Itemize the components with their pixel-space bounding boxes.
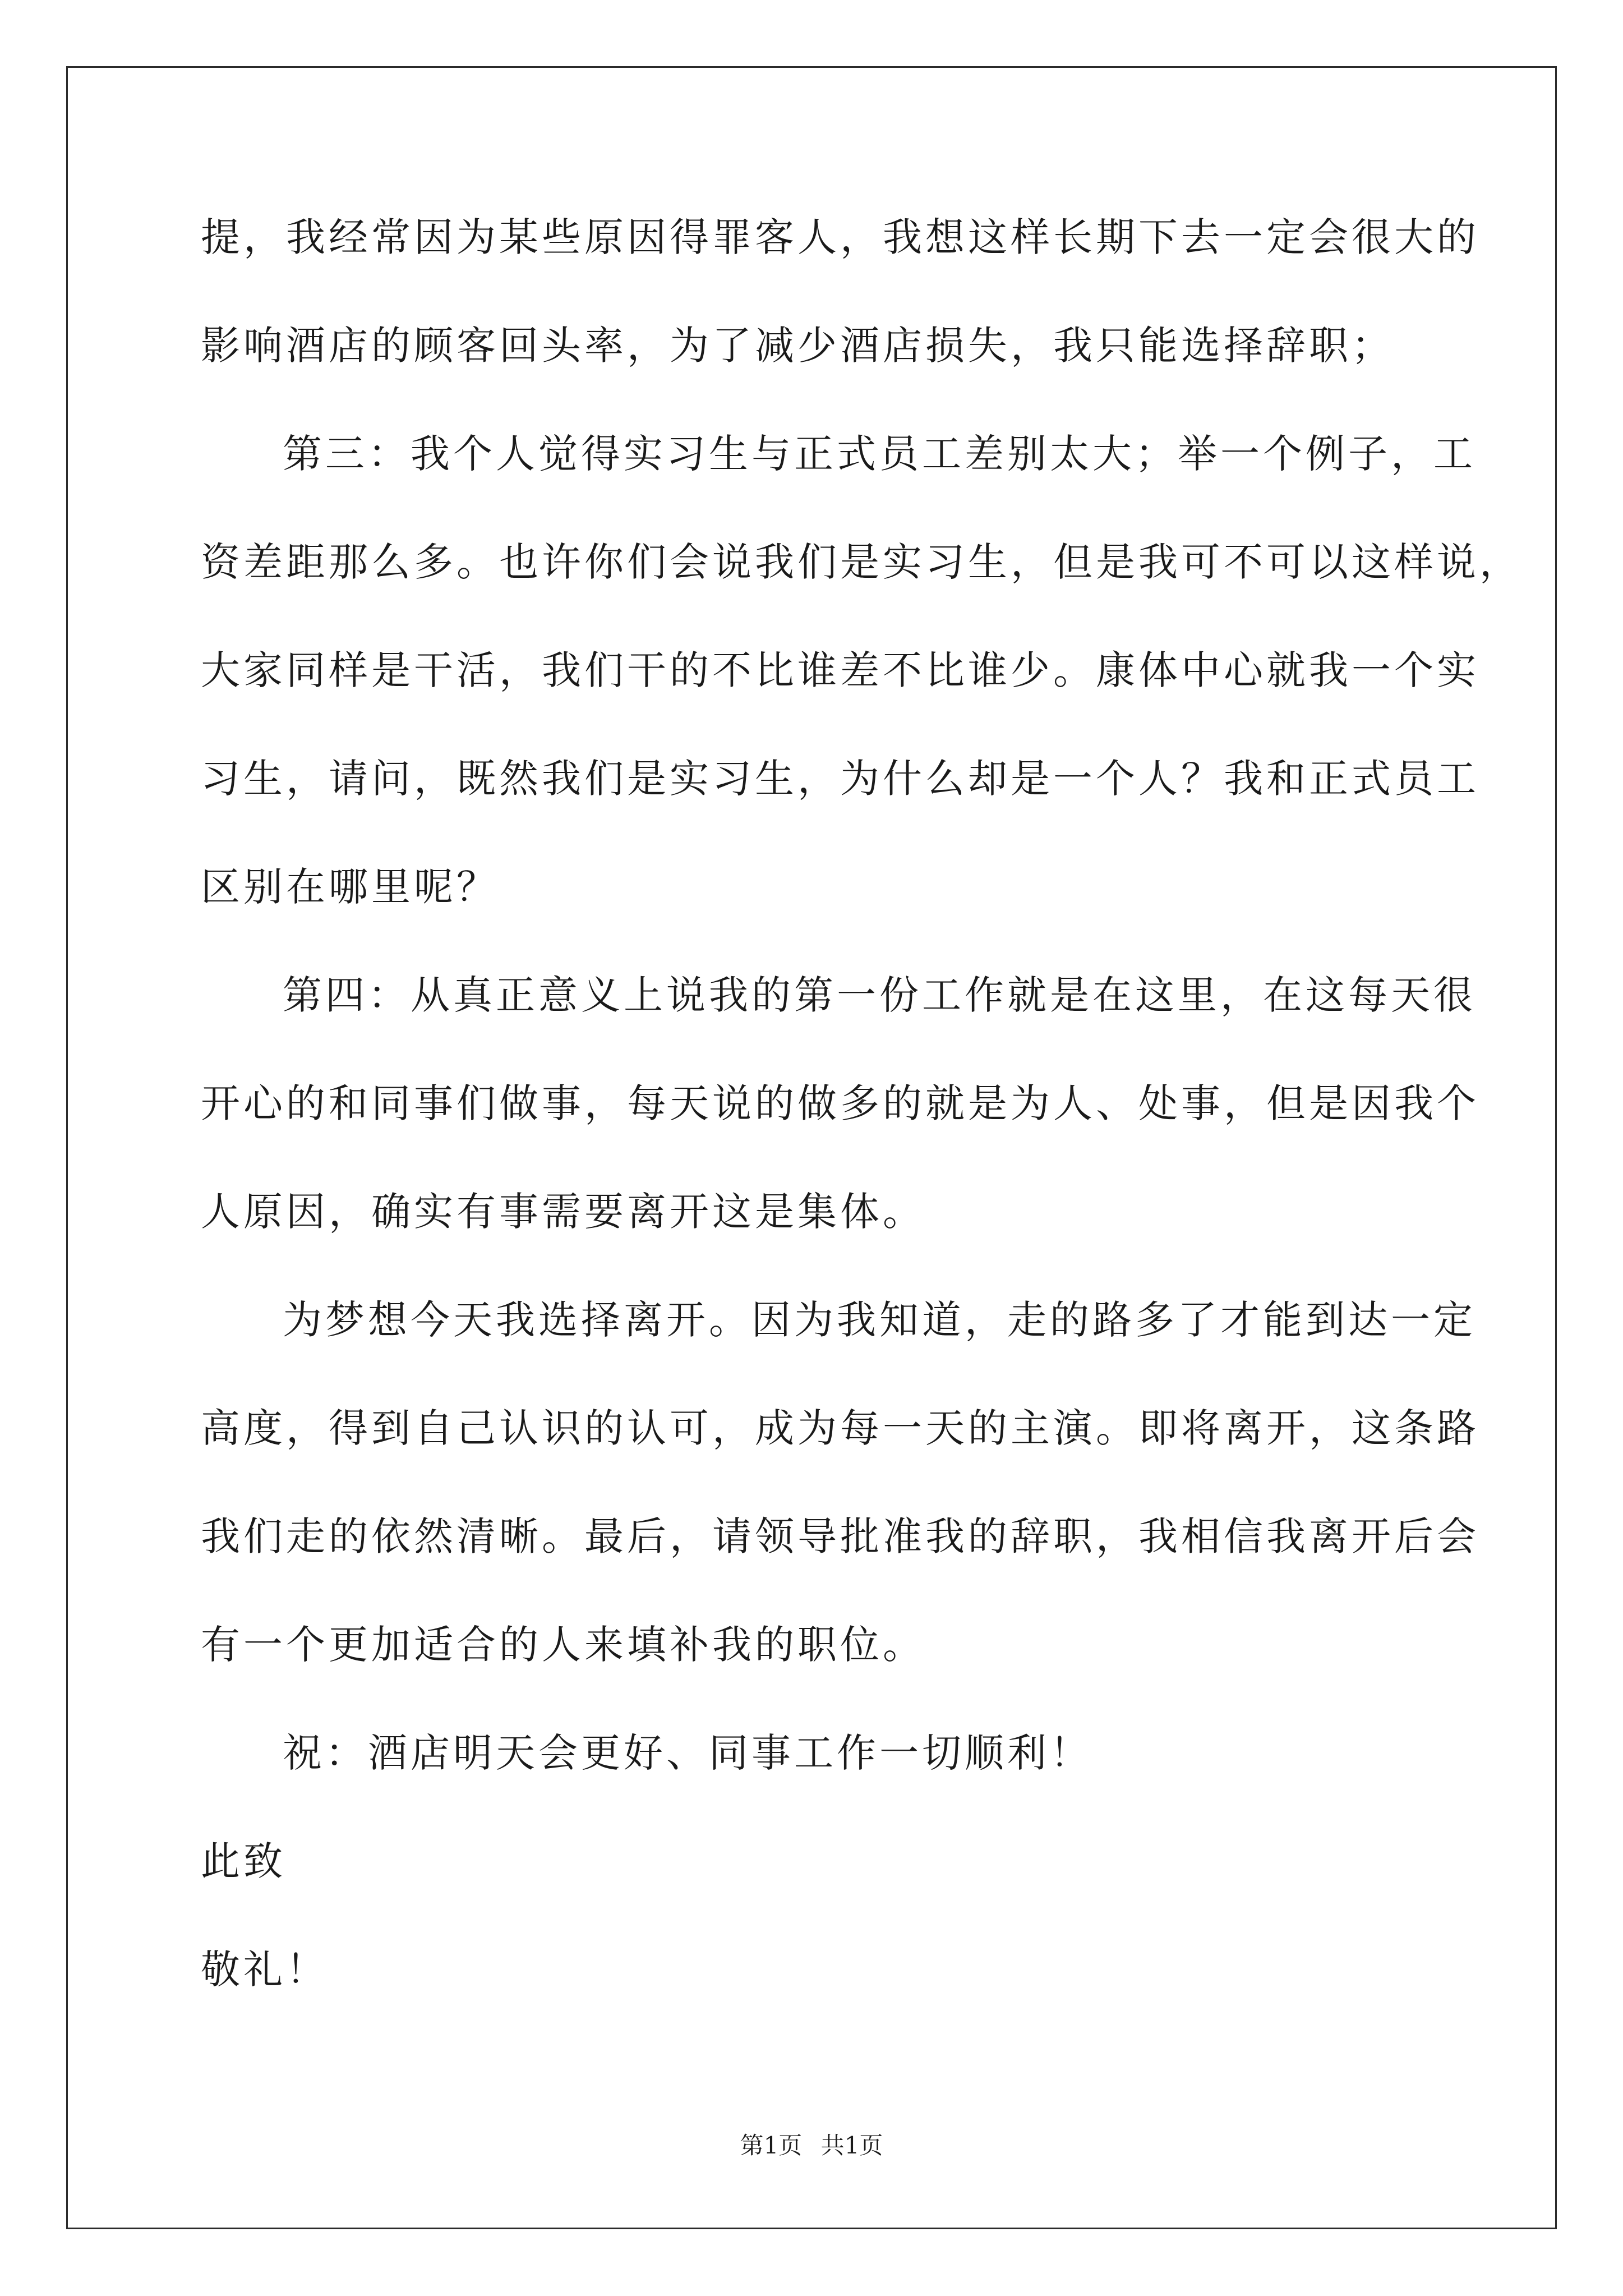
- text-line: 习生，请问，既然我们是实习生，为什么却是一个人？我和正式员工: [201, 756, 1479, 802]
- paragraph-fourth-point: 第四：从真正意义上说我的第一份工作就是在这里，在这每天很: [283, 972, 1476, 1018]
- text-line: 区别在哪里呢？: [201, 864, 499, 910]
- text-line: 有一个更加适合的人来填补我的职位。: [201, 1622, 925, 1668]
- text-line: 开心的和同事们做事，每天说的做多的就是为人、处事，但是因我个: [201, 1080, 1479, 1126]
- closing-salutation: 此致: [201, 1838, 286, 1884]
- paragraph-third-point: 第三：我个人觉得实习生与正式员工差别太大；举一个例子，工: [283, 431, 1476, 477]
- text-line: 提，我经常因为某些原因得罪客人，我想这样长期下去一定会很大的: [201, 214, 1479, 260]
- closing-respect: 敬礼！: [201, 1947, 329, 1993]
- text-line: 我们走的依然清晰。最后，请领导批准我的辞职，我相信我离开后会: [201, 1513, 1479, 1559]
- page-footer: [0, 2129, 1623, 2162]
- text-line: 资差距那么多。也许你们会说我们是实习生，但是我可不可以这样说，: [201, 539, 1522, 585]
- closing-wish: 祝：酒店明天会更好、同事工作一切顺利！: [283, 1730, 1092, 1776]
- page-border: [66, 66, 1557, 2229]
- text-line: 人原因，确实有事需要离开这是集体。: [201, 1189, 925, 1235]
- paragraph-dream: 为梦想今天我选择离开。因为我知道，走的路多了才能到达一定: [283, 1297, 1476, 1343]
- page-total: 共1页: [820, 2132, 883, 2159]
- page-number: 第1页: [740, 2132, 803, 2159]
- text-line: 高度，得到自己认识的认可，成为每一天的主演。即将离开，这条路: [201, 1405, 1479, 1451]
- text-line: 大家同样是干活，我们干的不比谁差不比谁少。康体中心就我一个实: [201, 647, 1479, 693]
- text-line: 影响酒店的顾客回头率，为了减少酒店损失，我只能选择辞职；: [201, 323, 1394, 369]
